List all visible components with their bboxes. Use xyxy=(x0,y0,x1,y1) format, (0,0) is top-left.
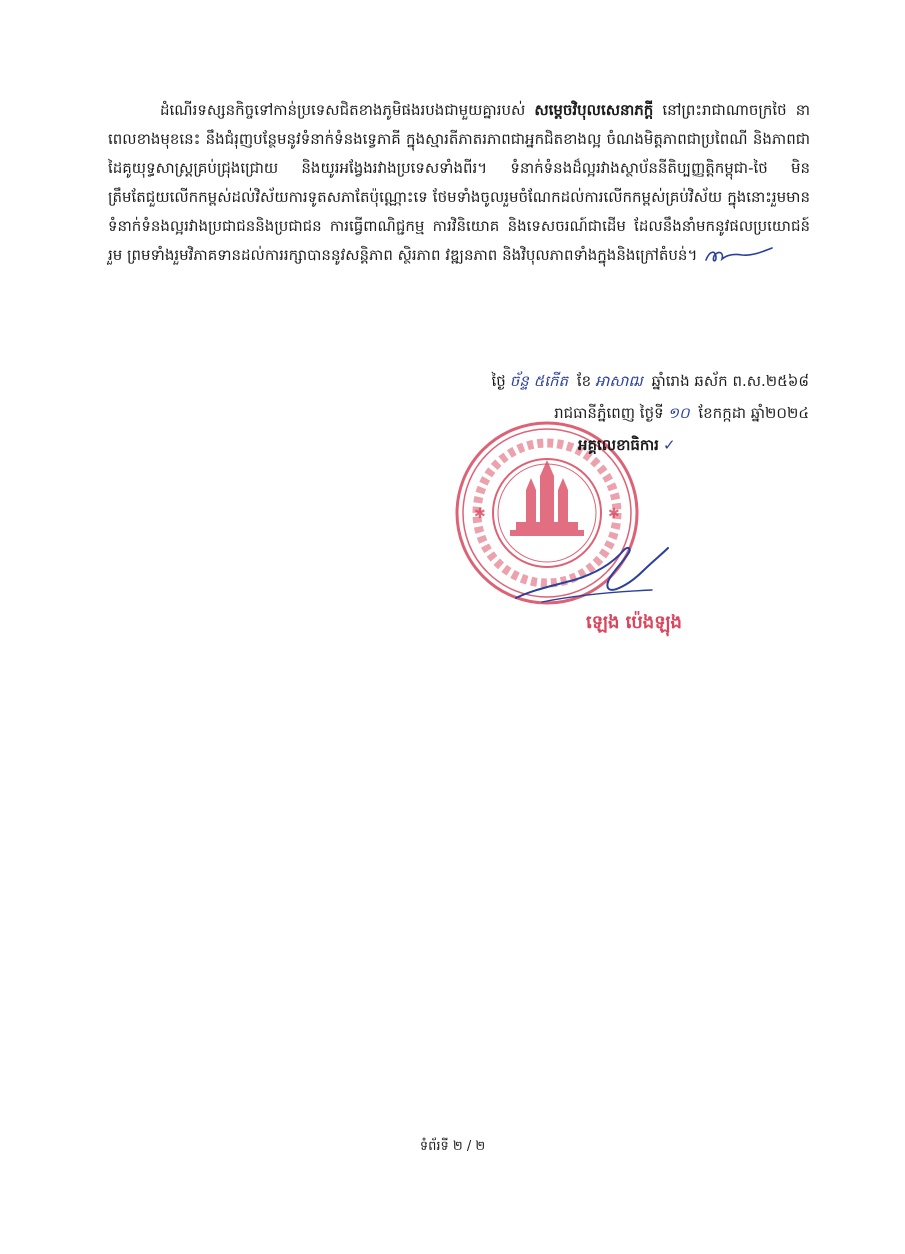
office-title xyxy=(578,436,676,458)
paragraph-lead: ដំណើរទស្សនកិច្ចទៅកាន់ប្រទេសជិតខាងភូមិផងរបងជាមួយគ្នារបស់ xyxy=(160,101,526,119)
signatory-name: ឡេង ប៉េងឡុង xyxy=(586,612,682,633)
lunar-year: ឆ្នាំរោង ឆស័ក ព.ស.២៥៦៨ xyxy=(651,372,809,390)
page-number: ទំព័រទី ២ / ២ xyxy=(419,1139,486,1154)
lunar-date-prefix: ថ្ងៃ xyxy=(491,372,506,390)
solar-date-place: រាជធានីភ្នំពេញ ថ្ងៃទី xyxy=(554,404,664,422)
lunar-date-line xyxy=(491,372,809,394)
body-paragraph xyxy=(108,96,810,270)
handwritten-signature xyxy=(512,540,672,610)
office-initial-mark: ✓ xyxy=(662,436,676,454)
handwritten-initial-mark xyxy=(702,246,774,266)
paragraph-rest: នៅព្រះរាជាណាចក្រថៃ នាពេលខាងមុខនេះ នឹងជំរុញបន្ថែមនូវទំនាក់ទំនងទ្វេភាគី ក្នុងស្មារតីភាតរភាពជាអ្នកជិតខាងល្អ ចំណងមិត្តភាពជាប្រពៃណី និងភាពជាដៃគូយុទ្ធសាស្ត្រគ្រប់ជ្រុងជ្រោយ និងយូរអង្វែងរវាងប្រទេសទាំងពីរ។ ទំនាក់ទំនងដ៏ល្អរវាងស្ថាប័ននីតិប្បញ្ញត្តិកម្ពុជា-ថៃ មិនត្រឹមតែជួយលើកកម្ពស់ដល់វិស័យការទូតសភាតែប៉ុណ្ណោះទេ ថែមទាំងចូលរួមចំណែកដល់ការលើកកម្ពស់គ្រប់វិស័យ ក្នុងនោះរួមមាន ទំនាក់ទំនងល្អរវាងប្រជាជននិងប្រជាជន ការធ្វើពាណិជ្ជកម្ម ការវិនិយោគ និងទេសចរណ៍ជាដើម ដែលនឹងនាំមកនូវផលប្រយោជន៍រួម ព្រមទាំងរួមវិភាគទានដល់ការរក្សាបាននូវសន្តិភាព ស្ថិរភាព វឌ្ឍនភាព និងវិបុលភាពទាំងក្នុងនិងក្រៅតំបន់។ xyxy=(108,101,810,264)
solar-date-rest: ខែកក្កដា ឆ្នាំ២០២៤ xyxy=(698,404,809,422)
svg-text:✱: ✱ xyxy=(474,506,486,522)
solar-day-handwritten: ១០ xyxy=(667,404,690,422)
lunar-month-handwritten: អាសាឍ xyxy=(595,372,643,390)
svg-text:✱: ✱ xyxy=(608,506,620,522)
lunar-month-label: ខែ xyxy=(576,372,592,390)
paragraph-bold-name: សម្តេចវិបុលសេនាភក្តី xyxy=(534,101,654,119)
lunar-day-handwritten: ច័ន្ទ ៥កើត xyxy=(509,372,569,390)
office-title-text: អគ្គលេខាធិការ xyxy=(578,436,659,454)
